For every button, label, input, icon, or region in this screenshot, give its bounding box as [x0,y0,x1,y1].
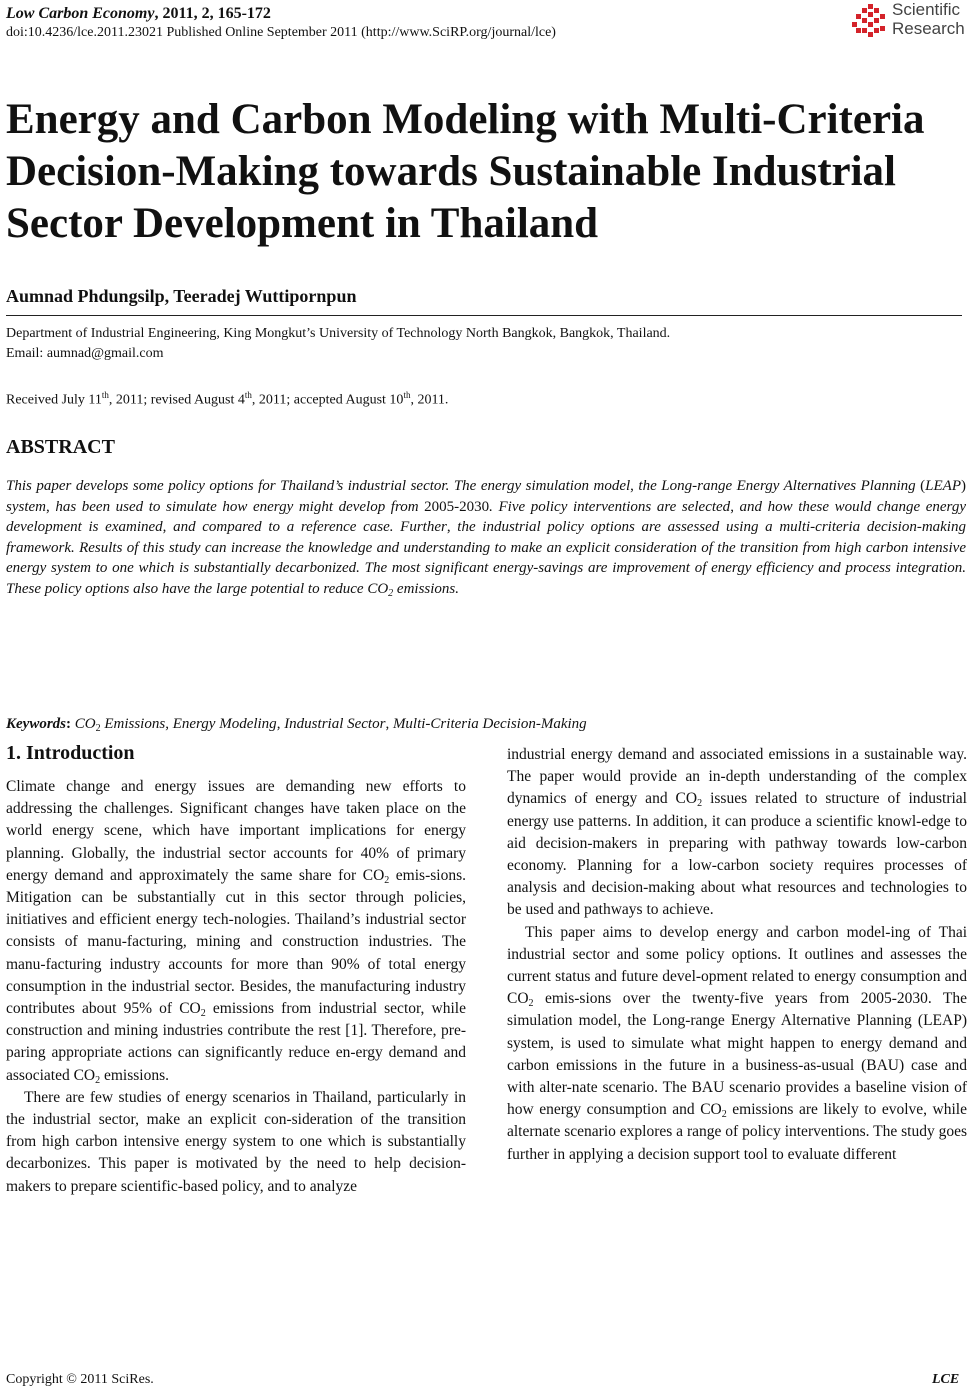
abstract-text: system [6,498,46,515]
comma: , [162,519,167,536]
section-heading: 1. Introduction [6,742,135,764]
keywords [6,714,587,734]
subscript: 2 [384,874,390,886]
comma: , [446,519,451,536]
subscript: 2 [697,798,703,810]
colon: : [66,716,71,732]
footer-copyright: Copyright © 2011 SciRes. [6,1372,154,1387]
abstract-text: This paper develops some policy options for Thailand’s industrial sector. The energy simulation model [6,478,631,494]
revised-text: , 2011; revised August 4 [108,392,245,408]
year-text: , 2011. [410,392,449,408]
publisher-logo [852,0,969,44]
abstract-text: emissions. [393,580,459,597]
publisher-line1: Scientific [892,0,961,19]
left-column [6,776,466,1198]
comma: , [46,498,50,515]
keyword: Emissions [100,716,166,732]
journal-volume: , 2011, 2, 165-172 [154,5,271,22]
scirp-logo-icon [852,4,888,40]
ordinal: th [244,390,252,400]
journal-citation [6,4,271,24]
separator: , [165,716,173,732]
body-text: emissions. [100,1066,170,1084]
title-line-2: Decision-Making towards Sustainable Industrial [6,148,897,195]
comma: , [730,498,734,515]
body-text: issues related to structure of industrial energy use patterns. In addition, it can produce a scientific knowl-edge to aid decision-makers in preparing with pathway towards low-carbon economy. Planning for a low-carbon society requires processes of analysis and decision-making about what resources and technologies to be used and pathways to achieve. [507,790,967,919]
abstract-body [6,476,966,600]
accepted-text: , 2011; accepted August 10 [251,392,404,408]
title-line-3: Sector Development in Thailand [6,200,599,247]
body-text: This paper aims to develop energy and carbon model-ing of Thai industrial sector and some policy options. It outlines and assesses the current status and future devel-opment related to energy consumption and CO [507,923,967,1008]
journal-name: Low Carbon Economy [6,5,155,22]
subscript: 2 [721,1109,727,1121]
paren: ) [961,478,966,494]
abstract-text: the industrial policy options are assessed using a multi-criteria decision-making framework. Results of this study can increase the knowledge and understanding to make an explicit consideration of the transition from high carbon intensive energy system to one which is substantially decarbonized. The most significant energy-savings are improvement of energy efficiency and process integration. These policy options also have the large potential to reduce CO [6,519,966,597]
affiliation: Department of Industrial Engineering, King Mongkut’s University of Technology North Bangkok, Bangkok, Thailand. [6,326,671,341]
header-divider [6,315,962,316]
year-range: 2005-2030 [424,498,490,515]
authors: Aumnad Phdungsilp, Teeradej Wuttipornpun [6,286,357,306]
abstract-text: the Long-range Energy Alternatives Planning [633,478,921,494]
keyword: CO [71,716,96,732]
ordinal: th [403,390,411,400]
comma: , [630,478,634,494]
publisher-name [892,0,965,38]
abstract-text: and compared to a reference case. Further [166,519,447,536]
doi-line: doi:10.4236/lce.2011.23021 Published Online September 2011 (http://www.SciRP.org/journal/lce) [6,25,556,40]
publisher-line2: Research [892,19,965,38]
subscript: 2 [528,998,534,1010]
paren: ( [920,478,926,494]
subscript: 2 [388,587,394,599]
separator: , [385,716,393,732]
abstract-text: and how these would change energy development is examined [6,498,966,536]
separator: , [276,716,285,732]
subscript: 2 [95,723,101,734]
title-line-1: Energy and Carbon Modeling with Multi-Criteria [6,96,925,143]
received-text: Received July 11 [6,392,102,408]
right-column [507,744,967,1166]
abstract-heading: ABSTRACT [6,436,115,458]
email: Email: aumnad@gmail.com [6,346,164,361]
received-dates [6,386,448,410]
body-text: Climate change and energy issues are demanding new efforts to addressing the challenges. Significant changes have taken place on the world energy scene, which have important implications for energy planning. Globally, the industrial sector accounts for 40% of primary energy demand and approximately the same share for CO [6,778,466,884]
subscript: 2 [95,1074,101,1086]
body-text: emis-sions over the twenty-five years from 2005-2030. The simulation model, the Long-range Energy Alternative Planning (LEAP) system, is used to simulate what might happen to energy demand and carbon emissions in the future in a business-as-usual (BAU) case and with alter-nate scenario. The BAU scenario provides a baseline vision of how energy consumption and CO [507,990,967,1119]
body-text: emissions from industrial sector, while construction and mining industries contribute the rest [1]. Therefore, pre-paring appropriate actions can significantly reduce en-ergy demand and associated CO [6,1000,466,1084]
keywords-label: Keywords [6,716,66,732]
footer-journal-abbr: LCE [932,1372,960,1387]
subscript: 2 [200,1008,206,1020]
paragraph [6,776,466,1087]
abstract-text: LEAP [925,478,961,494]
body-text: industrial energy demand and associated emissions in a sustainable way. The paper would provide an in-depth understanding of the complex dynamics of energy and CO [507,746,967,808]
body-text: emis-sions. Mitigation can be substantially cut in this sector through policies, initiatives and efficient energy tech-nologies. Thailand’s industrial sector consists of manu-facturing, mining and construction industries. The manu-facturing industry accounts for more than 90% of total energy consumption in the industrial sector. Besides, the manufacturing industry contributes about 95% of CO [6,866,466,1018]
ordinal: th [101,390,109,400]
abstract-text: . Five policy interventions are selected [489,498,731,515]
keyword: Multi-Criteria Decision-Making [392,716,587,732]
paragraph: There are few studies of energy scenarios in Thailand, particularly in the industrial sector, make an explicit con-sideration of the transition from high carbon intensive energy system to one which is substantially decarbonizes. This paper is motivated by the need to help decision-makers to prepare scientific-based policy, and to analyze [6,1088,466,1195]
paper-title [6,94,964,250]
paragraph [507,744,967,922]
keyword: Industrial Sector [284,716,386,732]
body-text: emissions are likely to evolve, while alternate scenario explores a range of policy interventions. The study goes further in applying a decision support tool to evaluate different [507,1101,967,1163]
keyword: Energy Modeling [172,716,277,732]
abstract-text: has been used to simulate how energy might develop from [49,498,425,515]
paragraph [507,922,967,1166]
